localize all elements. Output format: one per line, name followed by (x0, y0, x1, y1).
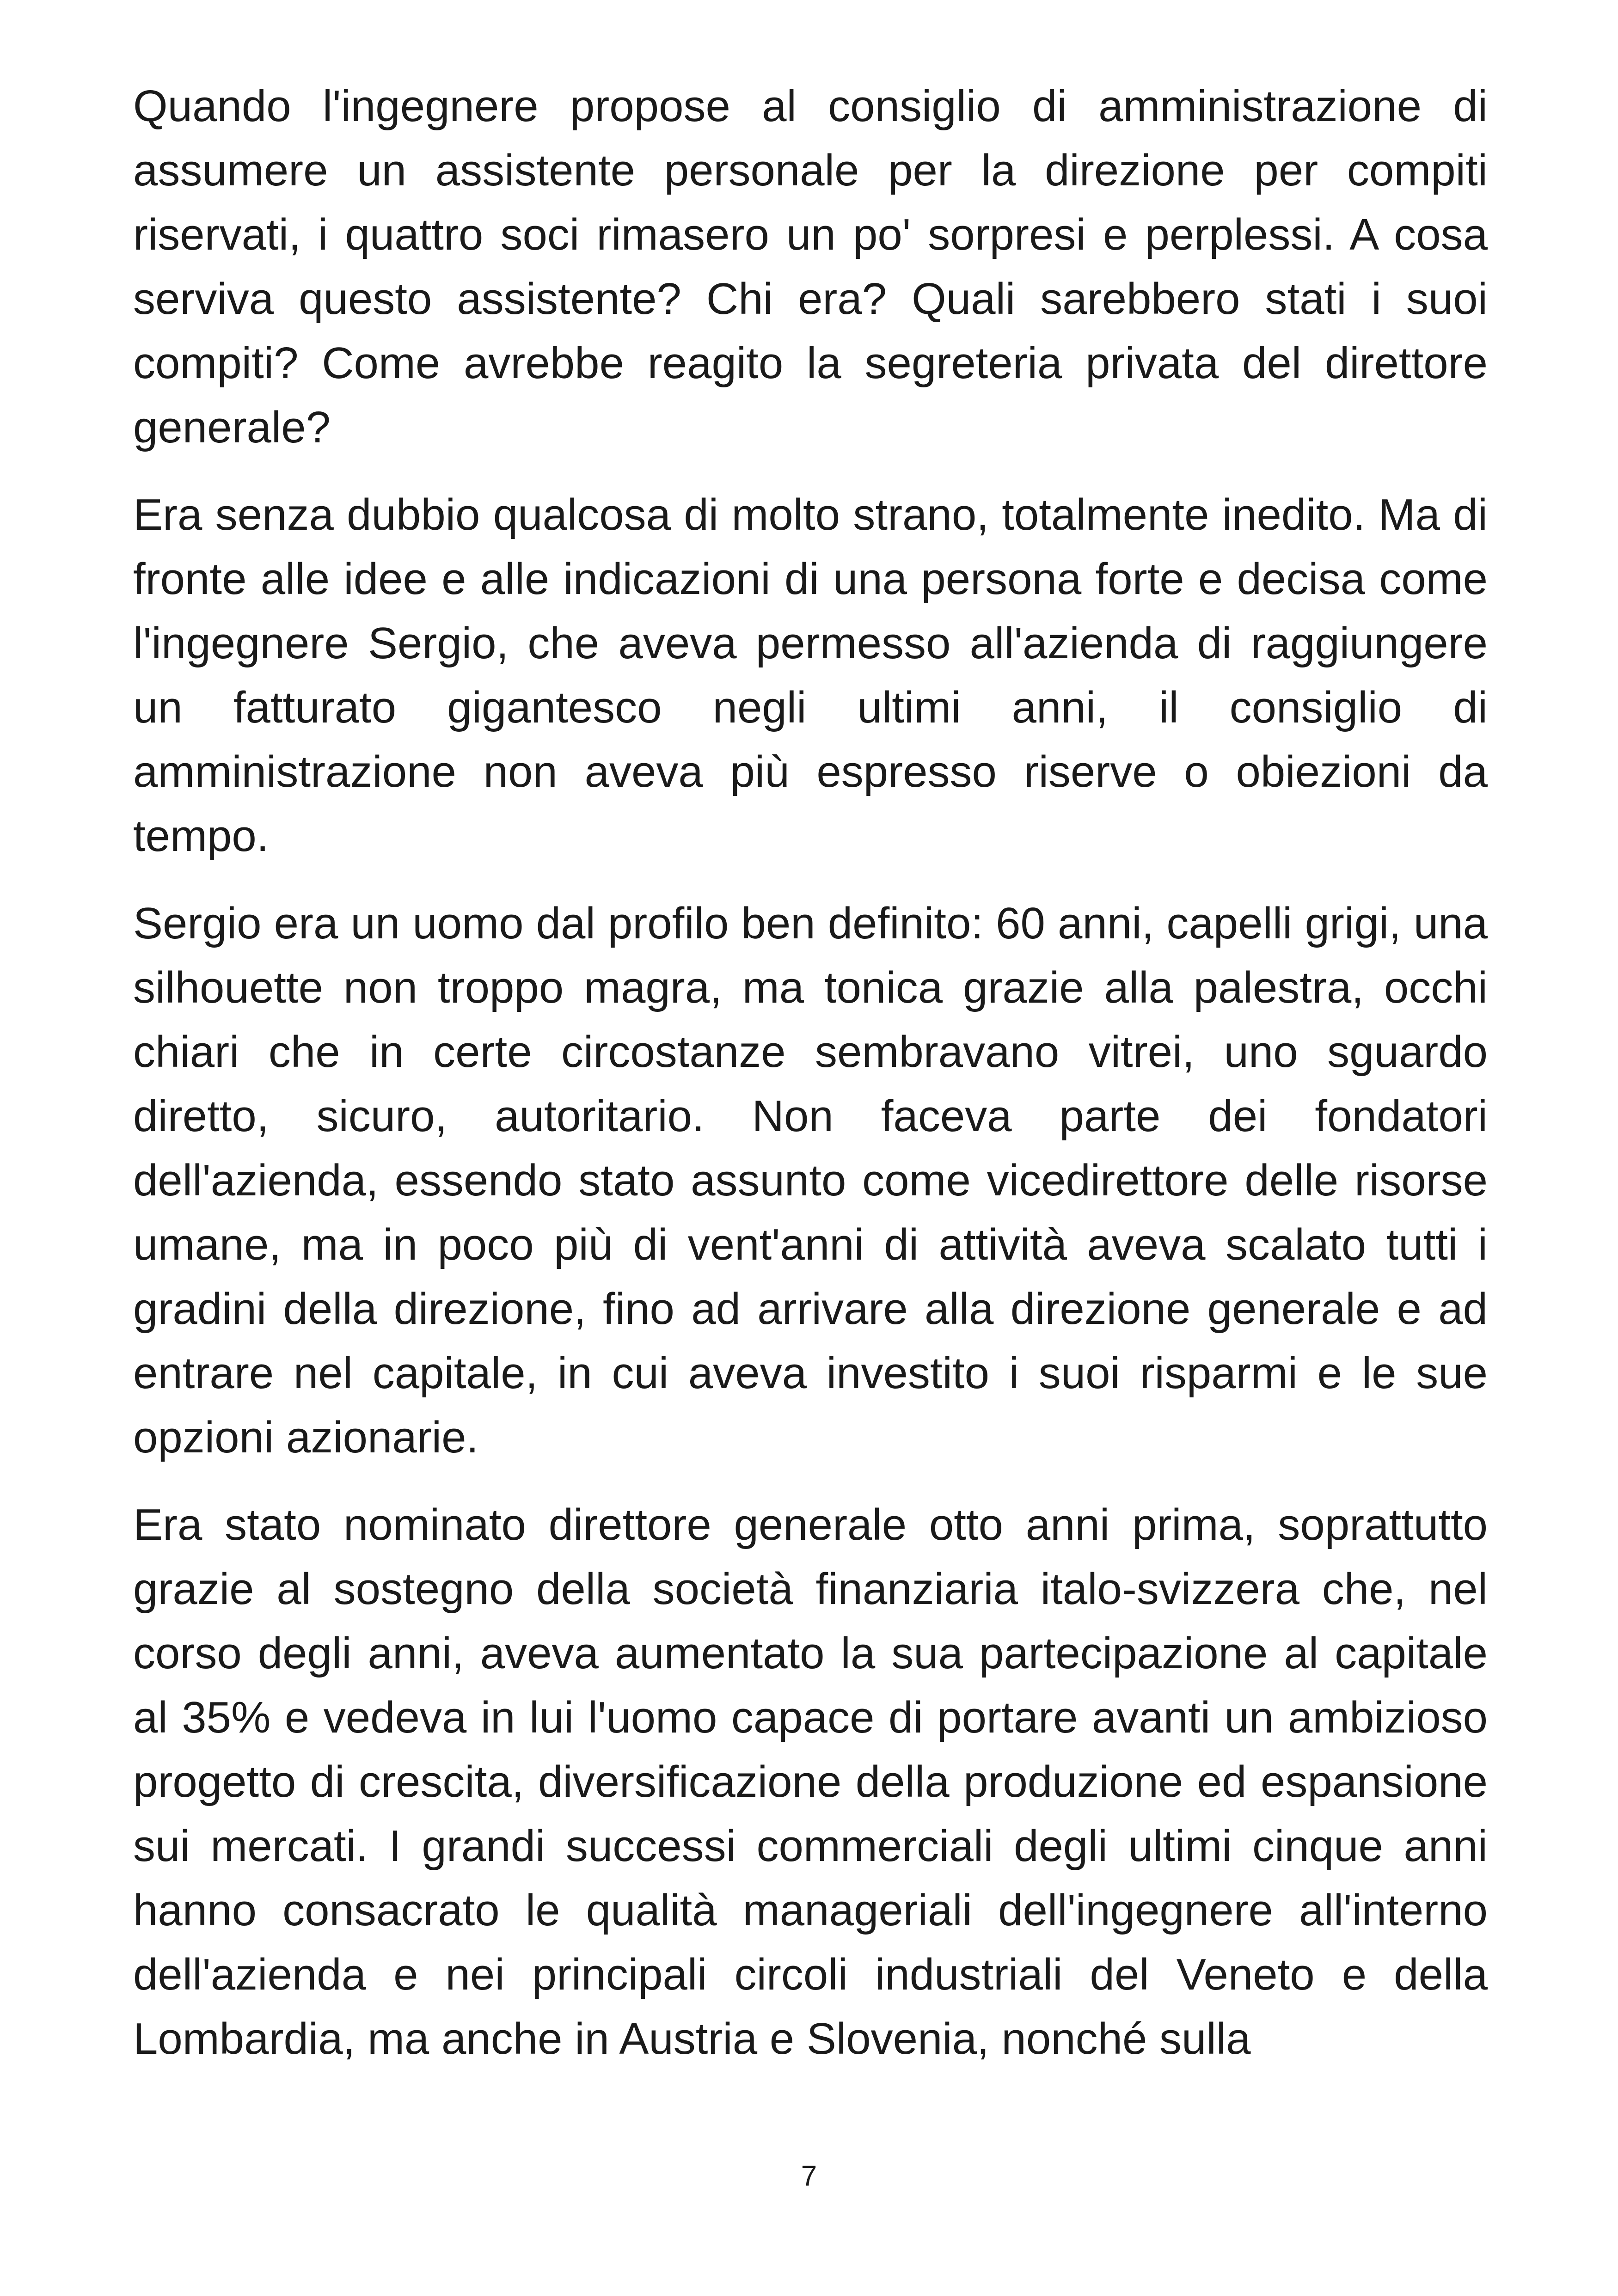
paragraph-1: Quando l'ingegnere propose al consiglio di amministrazione di assumere un assistente personale per la direzione per compiti riservati, i quattro soci rimasero un po' sorpresi e perplessi. A cosa serviva questo assistente? Chi era? Quali sarebbero stati i suoi compiti? Come avrebbe reagito la segreteria privata del direttore generale? (133, 81, 1488, 452)
paragraph-3: Sergio era un uomo dal profilo ben definito: 60 anni, capelli grigi, una silhouette non troppo magra, ma tonica grazie alla palestra, occhi chiari che in certe circostanze sembravano vitrei, uno sguardo diretto, sicuro, autoritario. Non faceva parte dei fondatori dell'azienda, essendo stato assunto come vicedirettore delle risorse umane, ma in poco più di vent'anni di attività aveva scalato tutti i gradini della direzione, fino ad arrivare alla direzione generale e ad entrare nel capitale, in cui aveva investito i suoi risparmi e le sue opzioni azionarie. (133, 899, 1488, 1462)
paragraph-2: Era senza dubbio qualcosa di molto strano, totalmente inedito. Ma di fronte alle idee e alle indicazioni di una persona forte e decisa come l'ingegnere Sergio, che aveva permesso all'azienda di raggiungere un fatturato gigantesco negli ultimi anni, il consiglio di amministrazione non aveva più espresso riserve o obiezioni da tempo. (133, 490, 1488, 861)
body-text (133, 74, 1488, 2094)
page-number: 7 (801, 2160, 817, 2192)
paragraph-4: Era stato nominato direttore generale otto anni prima, soprattutto grazie al sostegno della società finanziaria italo-svizzera che, nel corso degli anni, aveva aumentato la sua partecipazione al capitale al 35% e vedeva in lui l'uomo capace di portare avanti un ambizioso progetto di crescita, diversificazione della produzione ed espansione sui mercati. I grandi successi commerciali degli ultimi cinque anni hanno consacrato le qualità manageriali dell'ingegnere all'interno dell'azienda e nei principali circoli industriali del Veneto e della Lombardia, ma anche in Austria e Slovenia, nonché sulla (133, 1500, 1488, 2063)
